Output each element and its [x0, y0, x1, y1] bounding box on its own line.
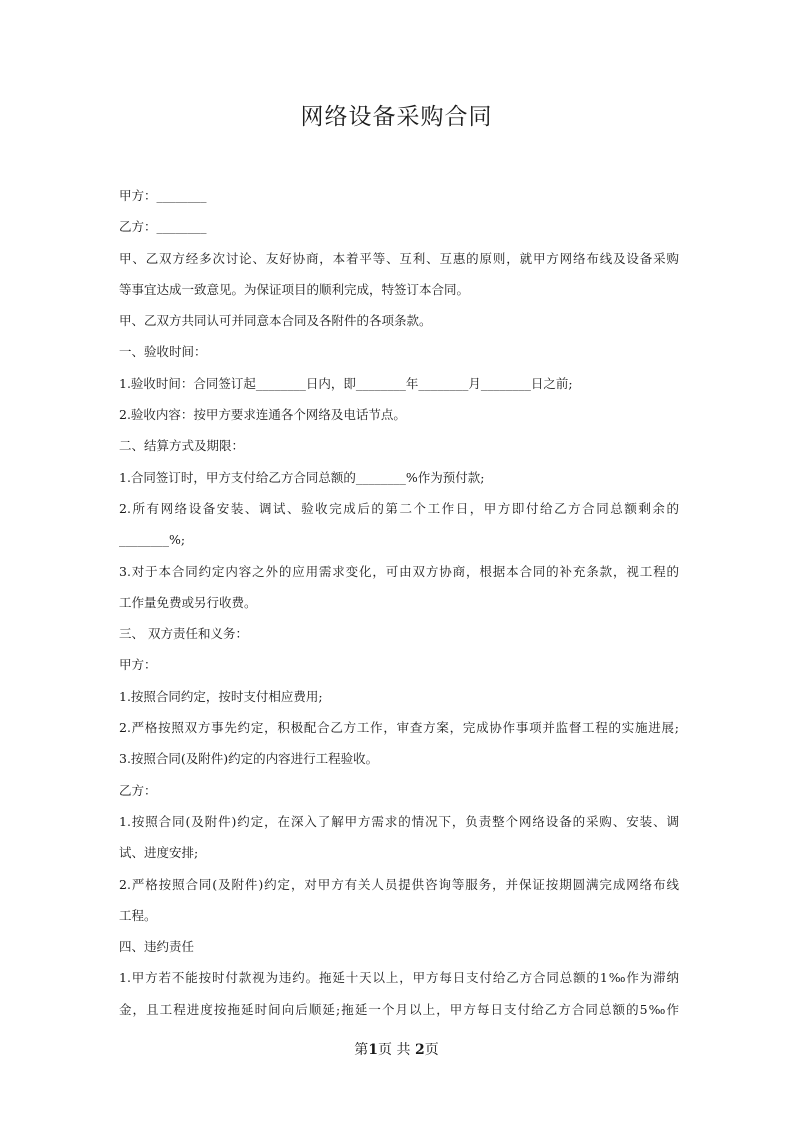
text-line: 1.合同签订时，甲方支付给乙方合同总额的________%作为预付款;: [119, 469, 485, 485]
text-line: 2.验收内容：按甲方要求连通各个网络及电话节点。: [119, 407, 406, 423]
text-line: 1.甲方若不能按时付款视为违约。拖延十天以上，甲方每日支付给乙方合同总额的1‰作为滞纳: [119, 970, 679, 986]
text-line: 一、验收时间：: [119, 344, 207, 360]
text-line: 2.严格按照合同(及附件)约定，对甲方有关人员提供咨询等服务，并保证按期圆满完成网络布线: [119, 876, 679, 892]
page-footer: [0, 1040, 793, 1060]
footer-suffix: 页: [424, 1042, 439, 1058]
text-line: 乙方：________: [119, 219, 207, 235]
text-line: ________%;: [119, 532, 186, 548]
footer-prefix: 第: [354, 1042, 369, 1058]
footer-total-pages: 2: [414, 1042, 425, 1058]
text-line: 二、结算方式及期限：: [119, 438, 245, 454]
document-body: [119, 186, 679, 1031]
text-line: 3.按照合同(及附件)约定的内容进行工程验收。: [119, 751, 379, 767]
text-line: 金，且工程进度按拖延时间向后顺延;拖延一个月以上，甲方每日支付给乙方合同总额的5‰作: [119, 1001, 679, 1017]
text-line: 甲方：________: [119, 188, 207, 203]
footer-middle: 页 共: [378, 1042, 415, 1058]
text-line: 1.按照合同约定，按时支付相应费用;: [119, 688, 323, 704]
text-line: 1.按照合同(及附件)约定，在深入了解甲方需求的情况下，负责整个网络设备的采购、安装、调: [119, 813, 679, 829]
text-line: 2.严格按照双方事先约定，积极配合乙方工作，审查方案，完成协作事项并监督工程的实施进展;: [119, 720, 679, 736]
text-line: 3.对于本合同约定内容之外的应用需求变化，可由双方协商，根据本合同的补充条款，视工程的: [119, 563, 679, 579]
text-line: 三、 双方责任和义务：: [119, 626, 248, 642]
text-line: 1.验收时间：合同签订起________日内，即________年________月________日之前;: [119, 375, 573, 391]
text-line: 甲、乙双方共同认可并同意本合同及各附件的各项条款。: [119, 313, 432, 329]
text-line: 四、违约责任: [119, 939, 195, 955]
text-line: 2.所有网络设备安装、调试、验收完成后的第二个工作日，甲方即付给乙方合同总额剩余的: [119, 500, 679, 516]
document-title: 网络设备采购合同: [300, 104, 493, 130]
footer-current-page: 1: [368, 1042, 379, 1058]
text-line: 等事宜达成一致意见。为保证项目的顺利完成，特签订本合同。: [119, 281, 470, 297]
text-line: 工作量免费或另行收费。: [119, 594, 257, 610]
text-line: 乙方：: [119, 782, 157, 798]
text-line: 工程。: [119, 907, 157, 923]
text-line: 甲方：: [119, 657, 157, 673]
text-line: 试、进度安排;: [119, 845, 199, 861]
text-line: 甲、乙双方经多次讨论、友好协商，本着平等、互利、互惠的原则，就甲方网络布线及设备采购: [119, 250, 679, 266]
